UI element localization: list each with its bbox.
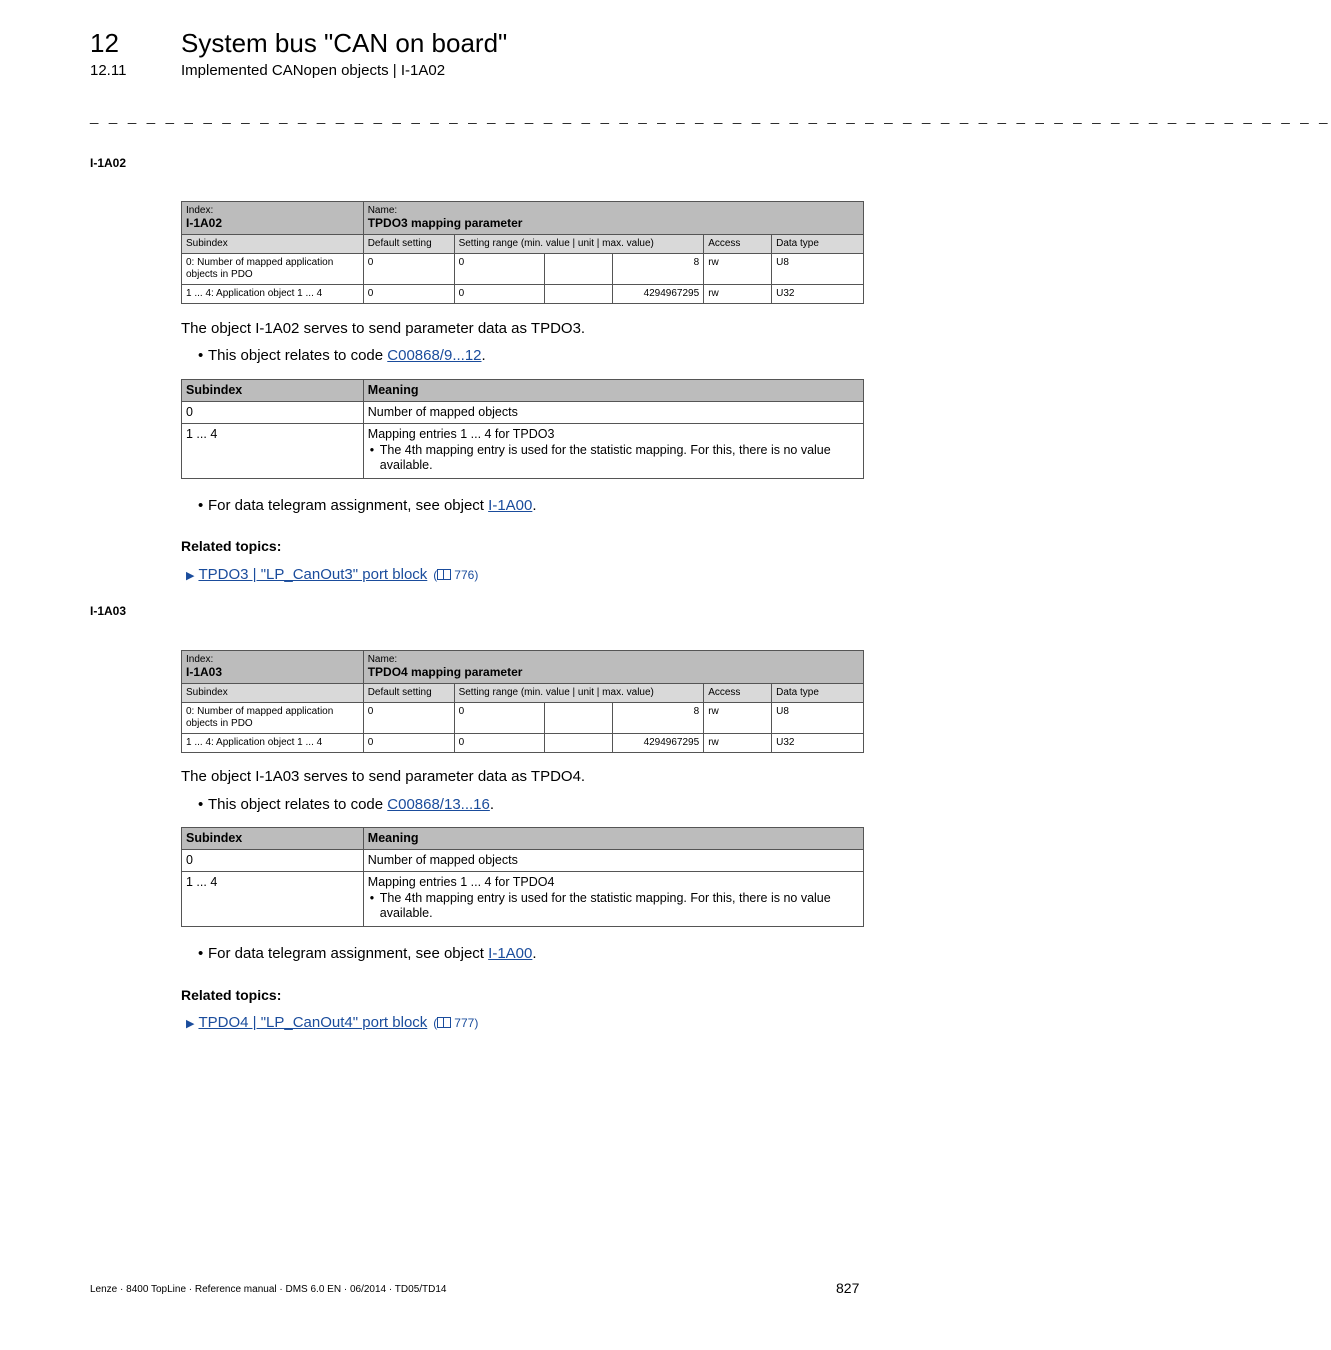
relates-bullet: • This object relates to code C00868/9...12. xyxy=(198,347,486,364)
meaning-cell xyxy=(363,424,863,479)
chapter-number: 12 xyxy=(90,28,119,58)
object-link[interactable]: I-1A00 xyxy=(488,497,533,514)
cell-max: 4294967295 xyxy=(613,285,704,304)
index-label: Index: xyxy=(186,205,214,216)
section-title: Implemented CANopen objects | I-1A02 xyxy=(181,62,446,79)
cell-max: 8 xyxy=(613,254,704,285)
code-link[interactable]: C00868/13...16 xyxy=(387,796,490,813)
assign-suffix: . xyxy=(532,497,537,514)
meaning-col-meaning: Meaning xyxy=(363,380,863,402)
col-subindex: Subindex xyxy=(182,684,364,703)
related-topic-item[interactable] xyxy=(186,1014,478,1031)
table-row xyxy=(182,872,864,927)
col-access: Access xyxy=(704,684,772,703)
name-label: Name: xyxy=(367,205,398,216)
cell-type: U8 xyxy=(772,703,864,734)
code-link[interactable]: C00868/9...12 xyxy=(387,347,482,364)
cell-max: 8 xyxy=(613,703,704,734)
object-parameter-table xyxy=(181,201,864,304)
cell-max: 4294967295 xyxy=(613,734,704,753)
related-topic-link[interactable]: TPDO4 | "LP_CanOut4" port block xyxy=(198,1014,428,1031)
meaning-table xyxy=(181,827,864,927)
triangle-right-icon: ▶ xyxy=(186,570,195,582)
cell-min: 0 xyxy=(454,703,545,734)
chapter-title: System bus "CAN on board" xyxy=(181,28,508,58)
assign-bullet: • For data telegram assignment, see object I-1A00. xyxy=(198,945,537,962)
page-reference[interactable]: ( 777) xyxy=(433,1016,479,1030)
meaning-cell xyxy=(363,872,863,927)
cell-subindex: 0: Number of mapped application objects in PDO xyxy=(182,703,364,734)
related-topic-link[interactable]: TPDO3 | "LP_CanOut3" port block xyxy=(198,566,428,583)
relates-bullet: • This object relates to code C00868/13...16. xyxy=(198,796,495,813)
col-subindex: Subindex xyxy=(182,235,364,254)
cell-min: 0 xyxy=(454,285,545,304)
col-type: Data type xyxy=(772,235,864,254)
related-topics-title: Related topics: xyxy=(181,538,282,554)
col-type: Data type xyxy=(772,684,864,703)
index-value: I-1A02 xyxy=(186,216,223,230)
cell-subindex: 0: Number of mapped application objects in PDO xyxy=(182,254,364,285)
col-default: Default setting xyxy=(363,684,454,703)
col-range: Setting range (min. value | unit | max. value) xyxy=(454,684,704,703)
object-parameter-table xyxy=(181,650,864,753)
cell-default: 0 xyxy=(363,703,454,734)
cell-default: 0 xyxy=(363,254,454,285)
cell-unit xyxy=(545,734,613,753)
name-value: TPDO4 mapping parameter xyxy=(367,665,523,679)
page-reference[interactable]: ( 776) xyxy=(433,568,479,582)
related-topic-item[interactable] xyxy=(186,566,478,583)
cell-type: U32 xyxy=(772,285,864,304)
relates-suffix: . xyxy=(489,796,495,813)
table-row xyxy=(182,703,864,734)
col-access: Access xyxy=(704,235,772,254)
relates-suffix: . xyxy=(481,347,486,364)
meaning-text: Mapping entries 1 ... 4 for TPDO3 xyxy=(367,427,555,441)
relates-prefix: This object relates to code xyxy=(208,347,388,364)
relates-prefix: This object relates to code xyxy=(208,796,388,813)
object-heading: I-1A03 xyxy=(90,604,127,618)
table-row xyxy=(182,285,864,304)
index-cell xyxy=(182,202,364,235)
cell-subindex: 1 ... 4: Application object 1 ... 4 xyxy=(182,734,364,753)
cell-default: 0 xyxy=(363,285,454,304)
cell-unit xyxy=(545,285,613,304)
object-description: The object I-1A02 serves to send parameter data as TPDO3. xyxy=(181,320,586,337)
cell-subindex: 1 ... 4: Application object 1 ... 4 xyxy=(182,285,364,304)
cell-min: 0 xyxy=(454,734,545,753)
meaning-subindex: 0 xyxy=(182,850,364,872)
assign-suffix: . xyxy=(532,945,537,962)
object-link[interactable]: I-1A00 xyxy=(488,945,533,962)
col-default: Default setting xyxy=(363,235,454,254)
table-row xyxy=(182,402,864,424)
name-cell xyxy=(363,651,863,684)
index-label: Index: xyxy=(186,654,214,665)
cell-min: 0 xyxy=(454,254,545,285)
meaning-col-subindex: Subindex xyxy=(182,380,364,402)
index-value: I-1A03 xyxy=(186,665,223,679)
assign-bullet: • For data telegram assignment, see object I-1A00. xyxy=(198,497,537,514)
page-number-ref: 776 xyxy=(454,568,475,582)
header-rule: _ _ _ _ _ _ _ _ _ _ _ _ _ _ _ _ _ _ _ _ _ _ _ _ _ _ _ _ _ _ _ _ _ _ _ _ _ _ _ _ _ _ _ _ _ _ _ _ _ _ _ _ _ _ _ _ _ _ _ _ _ _ _ _ _ _ xyxy=(90,108,1331,125)
meaning-note: • The 4th mapping entry is used for the statistic mapping. For this, there is no value available. xyxy=(380,891,859,921)
meaning-subindex: 1 ... 4 xyxy=(182,872,364,927)
meaning-note: • The 4th mapping entry is used for the statistic mapping. For this, there is no value available. xyxy=(380,443,859,473)
meaning-text: Number of mapped objects xyxy=(363,850,863,872)
meaning-col-subindex: Subindex xyxy=(182,828,364,850)
table-row xyxy=(182,424,864,479)
index-cell xyxy=(182,651,364,684)
col-range: Setting range (min. value | unit | max. value) xyxy=(454,235,704,254)
cell-type: U8 xyxy=(772,254,864,285)
name-cell xyxy=(363,202,863,235)
meaning-subindex: 0 xyxy=(182,402,364,424)
object-heading: I-1A02 xyxy=(90,156,127,170)
meaning-col-meaning: Meaning xyxy=(363,828,863,850)
table-row xyxy=(182,254,864,285)
name-label: Name: xyxy=(367,654,398,665)
cell-default: 0 xyxy=(363,734,454,753)
footer-text: Lenze · 8400 TopLine · Reference manual · DMS 6.0 EN · 06/2014 · TD05/TD14 xyxy=(90,1284,447,1295)
page-number-ref: 777 xyxy=(454,1016,475,1030)
object-description: The object I-1A03 serves to send parameter data as TPDO4. xyxy=(181,768,586,785)
assign-prefix: For data telegram assignment, see object xyxy=(208,945,489,962)
cell-type: U32 xyxy=(772,734,864,753)
table-row xyxy=(182,850,864,872)
meaning-text: Mapping entries 1 ... 4 for TPDO4 xyxy=(367,875,555,889)
related-topics-title: Related topics: xyxy=(181,987,282,1003)
book-icon xyxy=(437,1017,451,1028)
assign-prefix: For data telegram assignment, see object xyxy=(208,497,489,514)
section-number: 12.11 xyxy=(90,62,127,79)
cell-unit xyxy=(545,254,613,285)
meaning-subindex: 1 ... 4 xyxy=(182,424,364,479)
meaning-text: Number of mapped objects xyxy=(363,402,863,424)
page-number: 827 xyxy=(836,1280,860,1296)
cell-access: rw xyxy=(704,254,772,285)
triangle-right-icon: ▶ xyxy=(186,1018,195,1030)
cell-unit xyxy=(545,703,613,734)
name-value: TPDO3 mapping parameter xyxy=(367,216,523,230)
cell-access: rw xyxy=(704,734,772,753)
book-icon xyxy=(437,569,451,580)
cell-access: rw xyxy=(704,703,772,734)
cell-access: rw xyxy=(704,285,772,304)
table-row xyxy=(182,734,864,753)
meaning-table xyxy=(181,379,864,479)
